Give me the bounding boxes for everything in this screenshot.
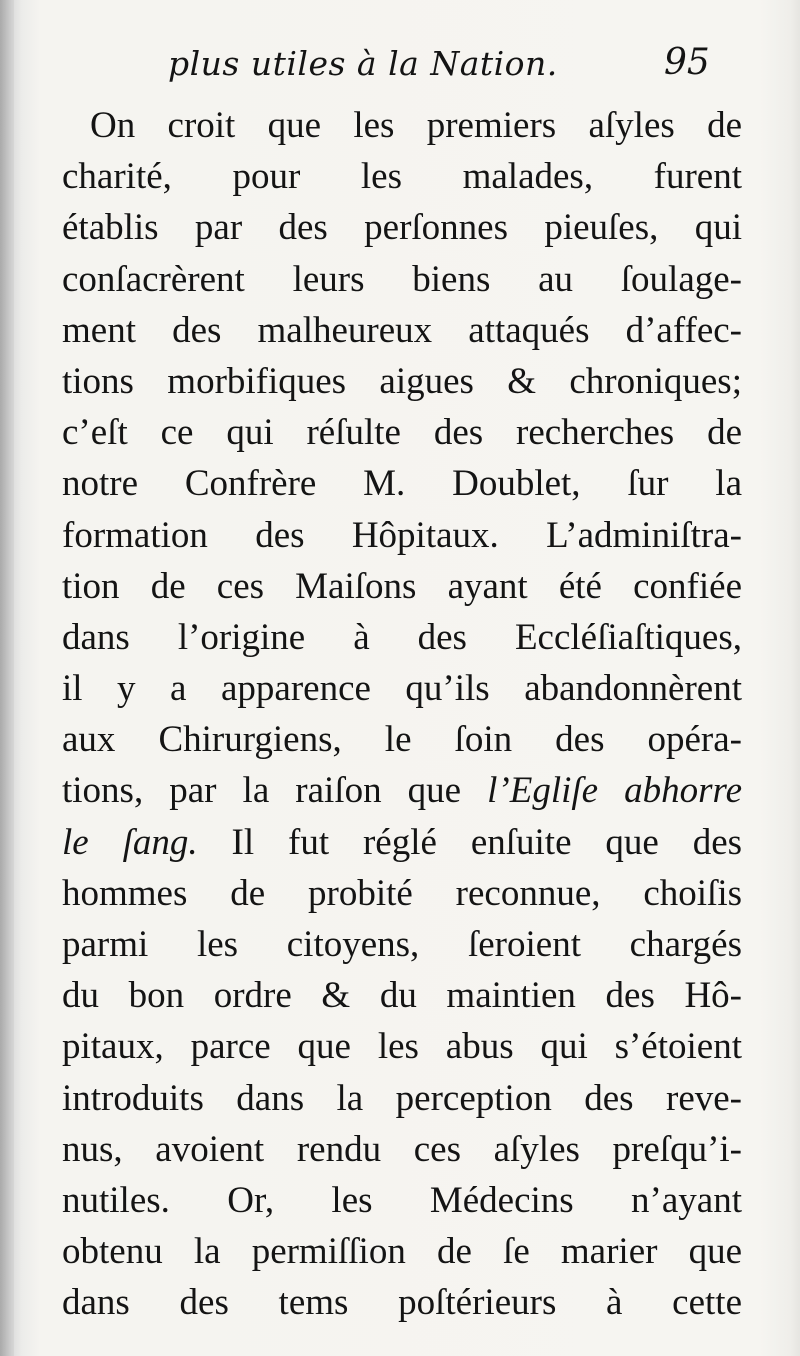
- text-line: dans des tems poſtérieurs à cette: [62, 1282, 742, 1324]
- text-segment: tions, par la raiſon que: [62, 770, 462, 812]
- text-segment: Il fut réglé enſuite que des: [231, 821, 743, 863]
- text-line: aux Chirurgiens, le ſoin des opéra-: [62, 719, 742, 761]
- text-line: tion de ces Maiſons ayant été confiée: [62, 565, 742, 607]
- text-line: notre Confrère M. Doublet, ſur la: [62, 463, 742, 505]
- text-line: pitaux, parce que les abus qui s’étoient: [62, 1026, 742, 1068]
- italic-phrase: l’Egliſe abhorre: [487, 770, 743, 812]
- running-head: [0, 40, 800, 100]
- text-line-with-italic: [62, 817, 742, 868]
- text-line: charité, pour les malades, furent: [62, 156, 742, 198]
- text-line-with-italic: [62, 765, 742, 816]
- text-line: tions morbifiques aigues & chroniques;: [62, 360, 742, 402]
- text-line: dans l’origine à des Eccléſiaſtiques,: [62, 616, 742, 658]
- text-line: parmi les citoyens, ſeroient chargés: [62, 924, 742, 965]
- page-number: 95: [664, 42, 710, 83]
- body-text: [62, 100, 742, 1329]
- running-title: plus utiles à la Nation.: [168, 44, 558, 83]
- text-line: nutiles. Or, les Médecins n’ayant: [62, 1179, 742, 1221]
- text-line: hommes de probité reconnue, choiſis: [62, 872, 742, 914]
- text-line: obtenu la permiſſion de ſe marier que: [62, 1231, 742, 1273]
- text-line: ment des malheureux attaqués d’affec-: [62, 309, 742, 351]
- text-line: établis par des perſonnes pieuſes, qui: [62, 207, 742, 249]
- text-line: introduits dans la perception des reve-: [62, 1077, 742, 1119]
- text-line: il y a apparence qu’ils abandonnèrent: [62, 668, 742, 710]
- text-line: conſacrèrent leurs biens au ſoulage-: [62, 258, 742, 300]
- text-line: formation des Hôpitaux. L’adminiſtra-: [62, 514, 742, 556]
- italic-phrase: le ſang.: [62, 821, 198, 863]
- binding-shadow: [0, 0, 14, 1356]
- text-line: du bon ordre & du maintien des Hô-: [62, 975, 742, 1017]
- text-line: c’eſt ce qui réſulte des recherches de: [62, 412, 742, 454]
- text-line: On croit que les premiers aſyles de: [90, 105, 742, 146]
- text-line: nus, avoient rendu ces aſyles preſqu’i-: [62, 1128, 742, 1170]
